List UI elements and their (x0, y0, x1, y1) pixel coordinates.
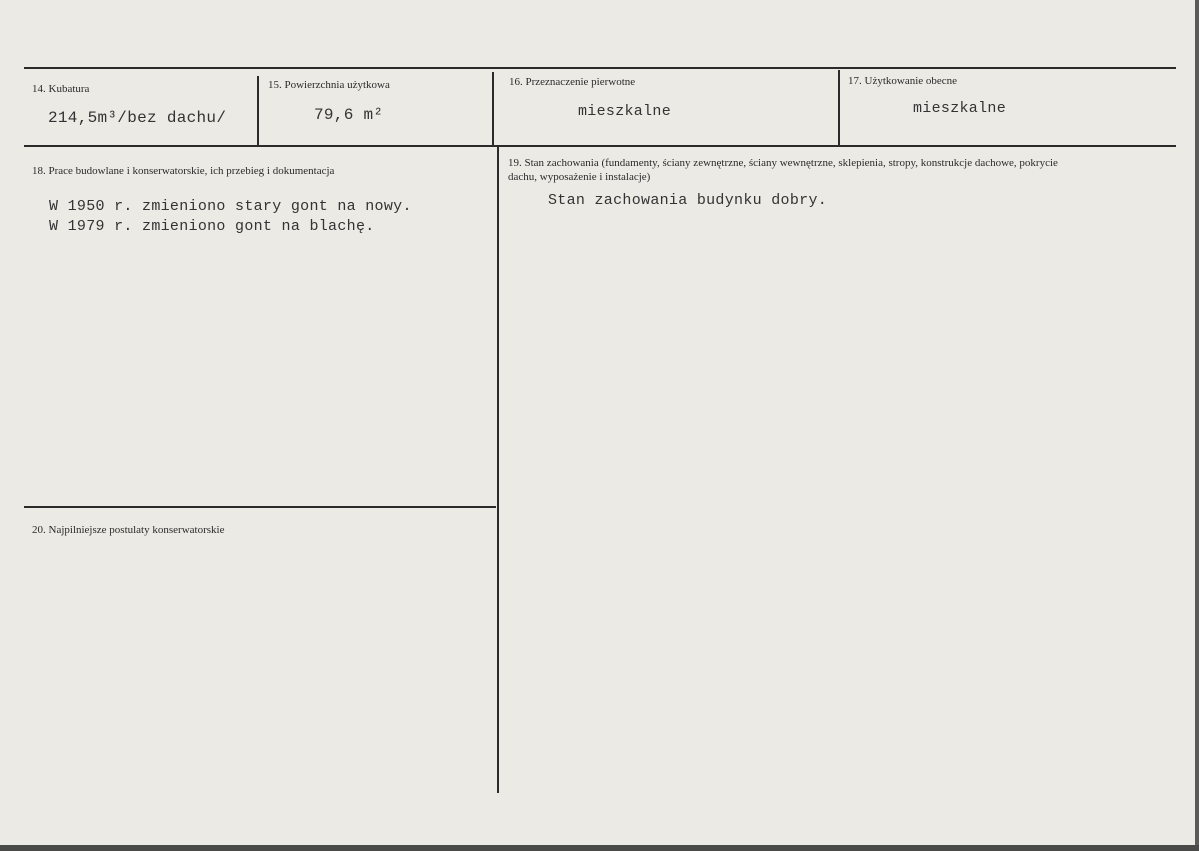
field-18-line-2: W 1979 r. zmieniono gont na blachę. (49, 218, 375, 235)
divider-14-15 (257, 76, 259, 146)
field-18-line-1: W 1950 r. zmieniono stary gont na nowy. (49, 198, 412, 215)
scan-edge-bottom (0, 845, 1199, 851)
field-19-label: 19. Stan zachowania (fundamenty, ściany zewnętrzne, ściany wewnętrzne, sklepienia, stropy, konstrukcje dachowe, pokrycie dachu, wyposażenie i instalacje) (508, 157, 1058, 183)
field-17-value: mieszkalne (913, 100, 1007, 117)
scan-edge-right (1195, 0, 1199, 851)
divider-16-17 (838, 70, 840, 146)
field-14-value: 214,5m³/bez dachu/ (48, 109, 227, 127)
section-18-bottom-rule (24, 506, 496, 508)
top-rule (24, 67, 1176, 69)
field-17-label: 17. Użytkowanie obecne (848, 75, 958, 87)
field-15-value: 79,6 m² (314, 106, 384, 124)
field-19-value: Stan zachowania budynku dobry. (548, 192, 828, 209)
divider-15-16 (492, 72, 494, 146)
field-16-value: mieszkalne (578, 103, 672, 120)
center-divider (497, 147, 499, 793)
field-18-label: 18. Prace budowlane i konserwatorskie, ich przebieg i dokumentacja (32, 165, 335, 177)
field-15-label: 15. Powierzchnia użytkowa (268, 79, 390, 91)
field-16-label: 16. Przeznaczenie pierwotne (509, 76, 636, 88)
header-bottom-rule (24, 145, 1176, 147)
field-14-label: 14. Kubatura (32, 83, 90, 95)
field-20-label: 20. Najpilniejsze postulaty konserwatorskie (32, 524, 225, 536)
